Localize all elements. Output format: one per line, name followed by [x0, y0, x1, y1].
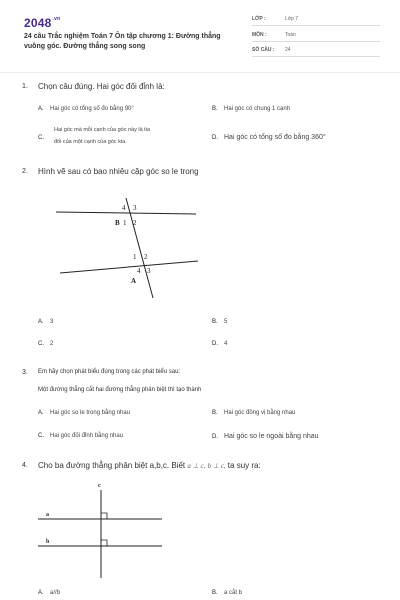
angle-label: 3 [147, 267, 151, 275]
option-letter: A. [38, 319, 44, 325]
question-4-number: 4. [22, 462, 28, 469]
option-text: 3 [50, 319, 54, 325]
option-letter: A. [38, 106, 44, 112]
question-4-condition-1: a ⊥ c, [187, 462, 206, 470]
option-text: a//b [50, 590, 61, 596]
meta-subject-label: MÔN : [252, 32, 267, 38]
question-2-number: 2. [22, 168, 28, 175]
option-text: Hai góc so le trong bằng nhau [50, 410, 131, 416]
option-text: 5 [224, 319, 228, 325]
option-letter: B. [212, 590, 218, 596]
option-text: Hai góc có tổng số đo bằng 90° [50, 106, 134, 112]
option-letter: B. [212, 410, 218, 416]
angle-label: 1 [133, 253, 137, 261]
option-text-line-1: Hai góc mà mỗi cạnh của góc này là tia [54, 127, 150, 133]
angle-label: 4 [122, 204, 126, 212]
meta-class-value: Lớp 7 [285, 16, 299, 22]
option-letter: D. [212, 135, 218, 141]
option-letter: D. [212, 434, 218, 440]
question-1-text: Chọn câu đúng. Hai góc đối đỉnh là: [38, 82, 165, 91]
option-text: Hai góc có chung 1 cạnh [224, 106, 291, 112]
meta-count-label: SỐ CÂU : [252, 47, 275, 53]
angle-label: 2 [133, 219, 137, 227]
option-text-line-2: đối của một cạnh của góc kia. [54, 139, 127, 145]
logo-suffix: .vn [52, 16, 61, 22]
label-a: a [46, 512, 49, 518]
angle-label: 1 [123, 219, 127, 227]
point-label-a: A [131, 277, 137, 285]
option-text: a cắt b [224, 590, 243, 596]
option-text: Hai góc so le ngoài bằng nhau [224, 433, 319, 440]
label-c: c [98, 483, 101, 489]
option-letter: C. [38, 433, 44, 439]
angle-label: 4 [137, 267, 141, 275]
option-letter: B. [212, 106, 218, 112]
label-b: b [46, 539, 50, 545]
right-angle-mark-b [101, 540, 107, 546]
option-letter: A. [38, 590, 44, 596]
option-text: 2 [50, 341, 54, 347]
question-1-number: 1. [22, 83, 28, 90]
question-4-option-a[interactable] [38, 590, 60, 596]
question-4-condition-2: b ⊥ c, [207, 462, 226, 470]
logo-text: 2048 [24, 16, 52, 30]
option-letter: B. [212, 319, 218, 325]
option-letter: C. [38, 341, 44, 347]
angle-label: 3 [133, 204, 137, 212]
option-letter: C. [38, 135, 44, 141]
option-text: 4 [224, 341, 228, 347]
page-title: 24 câu Trắc nghiệm Toán 7 Ôn tập chương 1: Đường thẳng vuông góc. Đường thẳng song song [24, 33, 221, 50]
question-2-text: Hình vẽ sau có bao nhiêu cặp góc so le trong [38, 167, 199, 176]
question-3-number: 3. [22, 369, 28, 376]
option-letter: D. [212, 341, 218, 347]
meta-class-label: LỚP : [252, 16, 266, 22]
point-label-b: B [115, 219, 120, 227]
question-3-text: Em hãy chọn phát biểu đúng trong các phát biểu sau: [38, 369, 181, 375]
meta-count-value: 24 [285, 47, 291, 53]
question-4-text-end: ta suy ra: [227, 461, 261, 470]
question-4-option-b[interactable] [212, 590, 242, 596]
option-text: Hai góc đối đỉnh bằng nhau [50, 433, 124, 439]
right-angle-mark-a [101, 513, 107, 519]
question-4-text-start: Cho ba đường thẳng phân biệt a,b,c. Biết [38, 461, 186, 470]
question-3-subtext: Một đường thẳng cắt hai đường thẳng phân biệt thì tạo thành [38, 387, 202, 393]
option-text: Hai góc đồng vị bằng nhau [224, 410, 296, 416]
angle-label: 2 [144, 253, 148, 261]
meta-subject-value: Toán [285, 32, 296, 38]
option-text: Hai góc có tổng số đo bằng 360° [224, 134, 326, 141]
option-letter: A. [38, 410, 44, 416]
